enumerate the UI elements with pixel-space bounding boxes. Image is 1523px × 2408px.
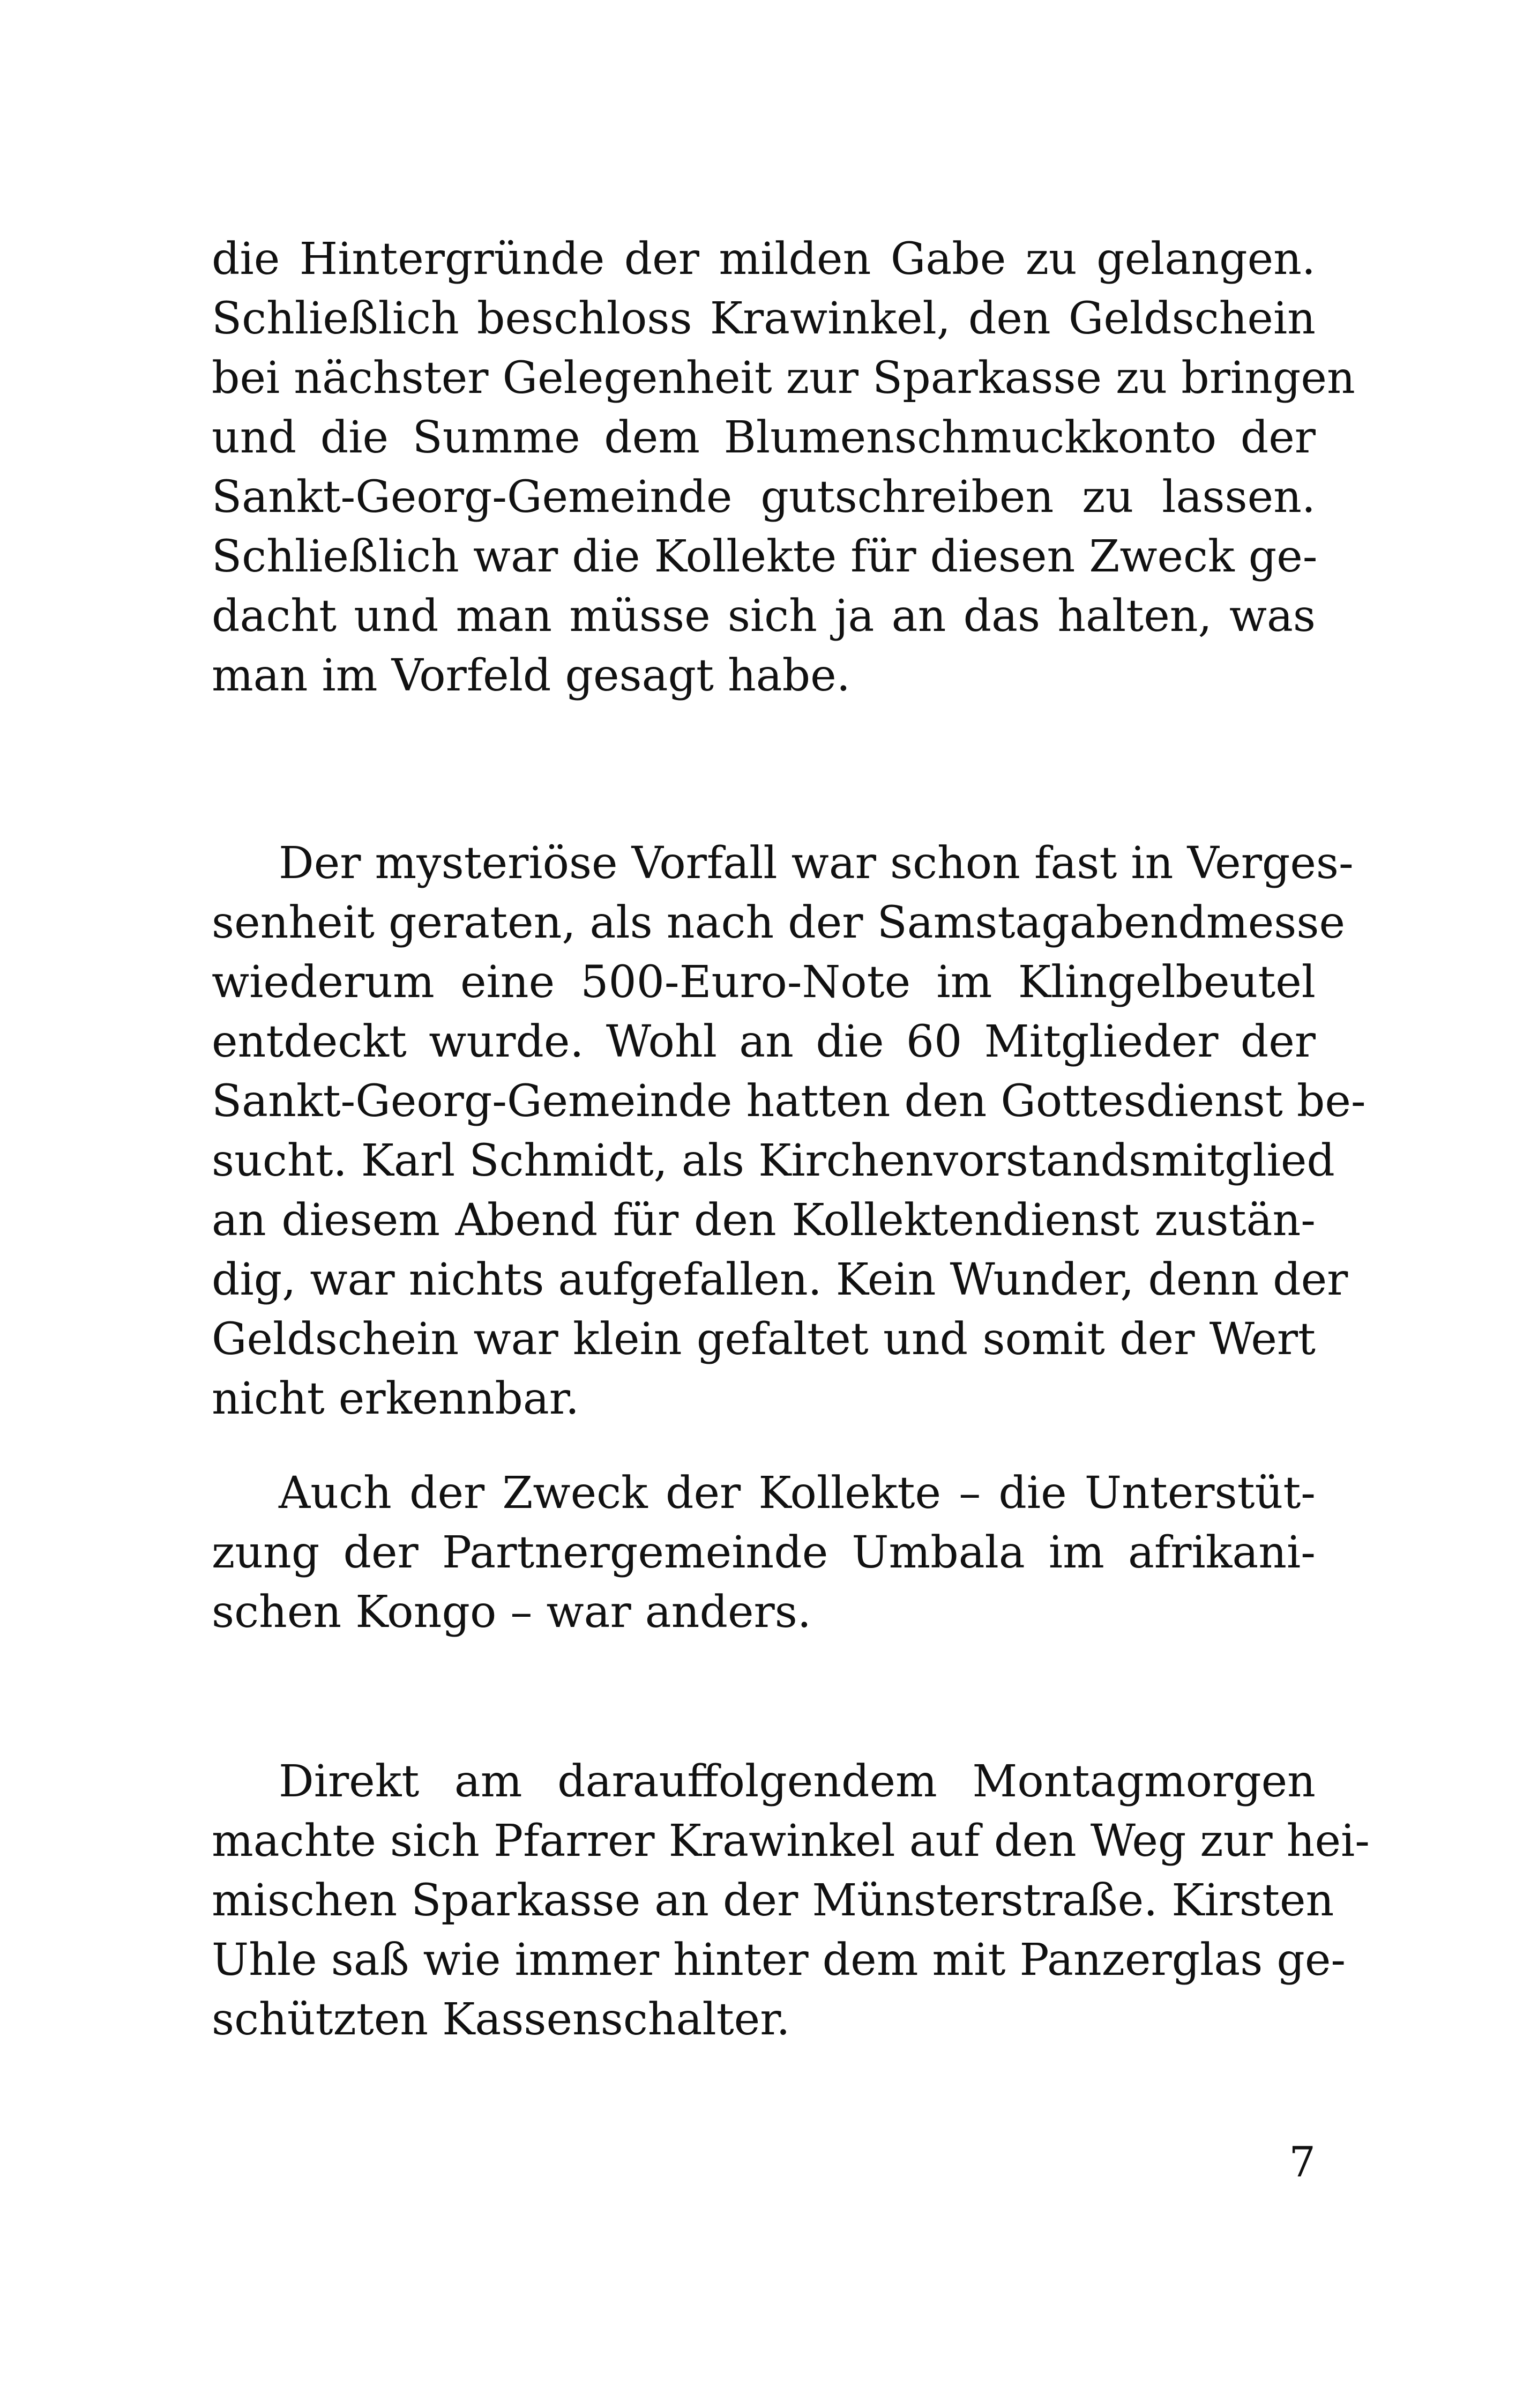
text-line: Uhle saß wie immer hinter dem mit Panzerglas ge-: [212, 1935, 1346, 1986]
paragraph: [212, 1752, 1370, 2049]
text-line: an diesem Abend für den Kollektendienst zustän-: [212, 1195, 1316, 1246]
text-line: mischen Sparkasse an der Münsterstraße. Kirsten: [212, 1875, 1334, 1926]
text-line: die Hintergründe der milden Gabe zu gelangen.: [212, 234, 1316, 285]
text-line: sucht. Karl Schmidt, als Kirchenvorstandsmitglied: [212, 1135, 1335, 1186]
text-line: senheit geraten, als nach der Samstagabendmesse: [212, 897, 1345, 948]
text-line: Der mysteriöse Vorfall war schon fast in Verges-: [279, 838, 1354, 889]
text-line: Sankt-Georg-Gemeinde gutschreiben zu lassen.: [212, 472, 1316, 523]
text-line: und die Summe dem Blumenschmuckkonto der: [212, 412, 1316, 463]
paragraph: [212, 1463, 1316, 1642]
paragraph: [212, 229, 1355, 705]
text-line: dig, war nichts aufgefallen. Kein Wunder, denn der: [212, 1254, 1348, 1305]
text-line: Sankt-Georg-Gemeinde hatten den Gottesdienst be-: [212, 1076, 1366, 1127]
text-line: entdeckt wurde. Wohl an die 60 Mitglieder der: [212, 1016, 1316, 1067]
text-line: Schließlich war die Kollekte für diesen Zweck ge-: [212, 531, 1318, 582]
text-line: Geldschein war klein gefaltet und somit der Wert: [212, 1314, 1316, 1365]
text-line: man im Vorfeld gesagt habe.: [212, 650, 850, 701]
text-line: schen Kongo – war anders.: [212, 1587, 811, 1638]
page-number: 7: [1289, 2138, 1316, 2187]
text-line: bei nächster Gelegenheit zur Sparkasse zu bringen: [212, 353, 1355, 404]
text-line: Schließlich beschloss Krawinkel, den Geldschein: [212, 293, 1316, 344]
text-line: Auch der Zweck der Kollekte – die Unterstüt-: [279, 1468, 1316, 1519]
text-line: schützten Kassenschalter.: [212, 1994, 790, 2045]
text-line: machte sich Pfarrer Krawinkel auf den Weg zur hei-: [212, 1816, 1370, 1867]
text-line: wiederum eine 500-Euro-Note im Klingelbeutel: [212, 957, 1316, 1008]
text-line: dacht und man müsse sich ja an das halten, was: [212, 591, 1316, 642]
text-line: nicht erkennbar.: [212, 1373, 579, 1424]
paragraph: [212, 834, 1366, 1429]
text-line: Direkt am darauffolgendem Montagmorgen: [279, 1756, 1316, 1807]
text-line: zung der Partnergemeinde Umbala im afrikani-: [212, 1527, 1316, 1578]
